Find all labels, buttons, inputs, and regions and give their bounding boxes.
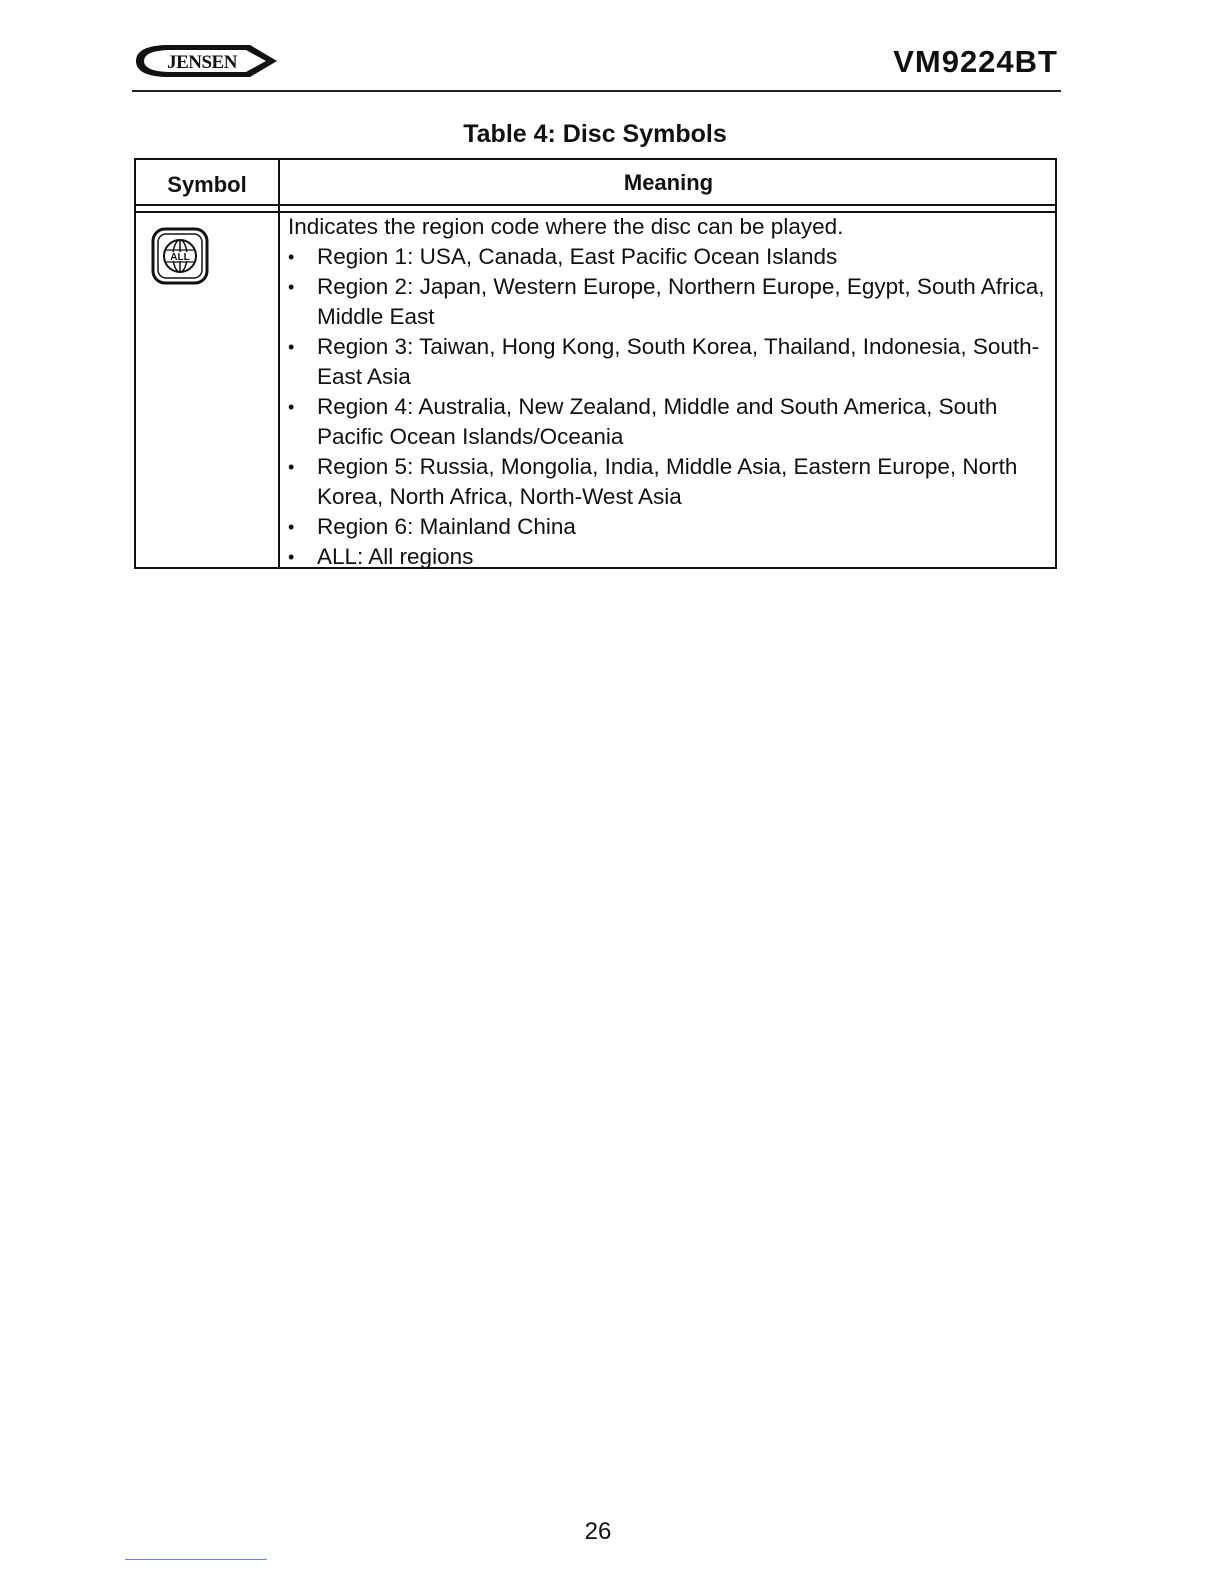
- column-header-meaning: Meaning: [623, 170, 714, 195]
- meaning-cell: [288, 212, 1048, 572]
- list-item: • Region 6: Mainland China: [288, 512, 1048, 542]
- jensen-logo: [132, 40, 280, 82]
- table-title: Table 4: Disc Symbols: [463, 120, 727, 148]
- disc-symbols-table: [134, 158, 1057, 569]
- list-item: • Region 4: Australia, New Zealand, Middle and South America, South Pacific Ocean Islands/Oceania: [288, 392, 1048, 452]
- list-item: • Region 5: Russia, Mongolia, India, Middle Asia, Eastern Europe, North Korea, North Africa, North-West Asia: [288, 452, 1048, 512]
- column-header-symbol: Symbol: [167, 172, 247, 197]
- symbol-label: ALL: [170, 252, 190, 263]
- header-divider: [132, 90, 1061, 92]
- list-item: • ALL: All regions: [288, 542, 1048, 572]
- header-rule: [136, 204, 1055, 206]
- region-all-globe-icon: [150, 226, 210, 286]
- footer-rule: [125, 1559, 267, 1560]
- region-list: [288, 242, 1048, 572]
- meaning-intro: Indicates the region code where the disc can be played.: [288, 214, 844, 239]
- list-item: • Region 3: Taiwan, Hong Kong, South Korea, Thailand, Indonesia, South-East Asia: [288, 332, 1048, 392]
- list-item: • Region 2: Japan, Western Europe, Northern Europe, Egypt, South Africa, Middle East: [288, 272, 1048, 332]
- model-number: VM9224BT: [893, 44, 1058, 79]
- svg-text:JENSEN: JENSEN: [167, 52, 237, 73]
- column-divider: [278, 160, 280, 567]
- list-item: • Region 1: USA, Canada, East Pacific Ocean Islands: [288, 242, 1048, 272]
- page-number: 26: [584, 1518, 612, 1545]
